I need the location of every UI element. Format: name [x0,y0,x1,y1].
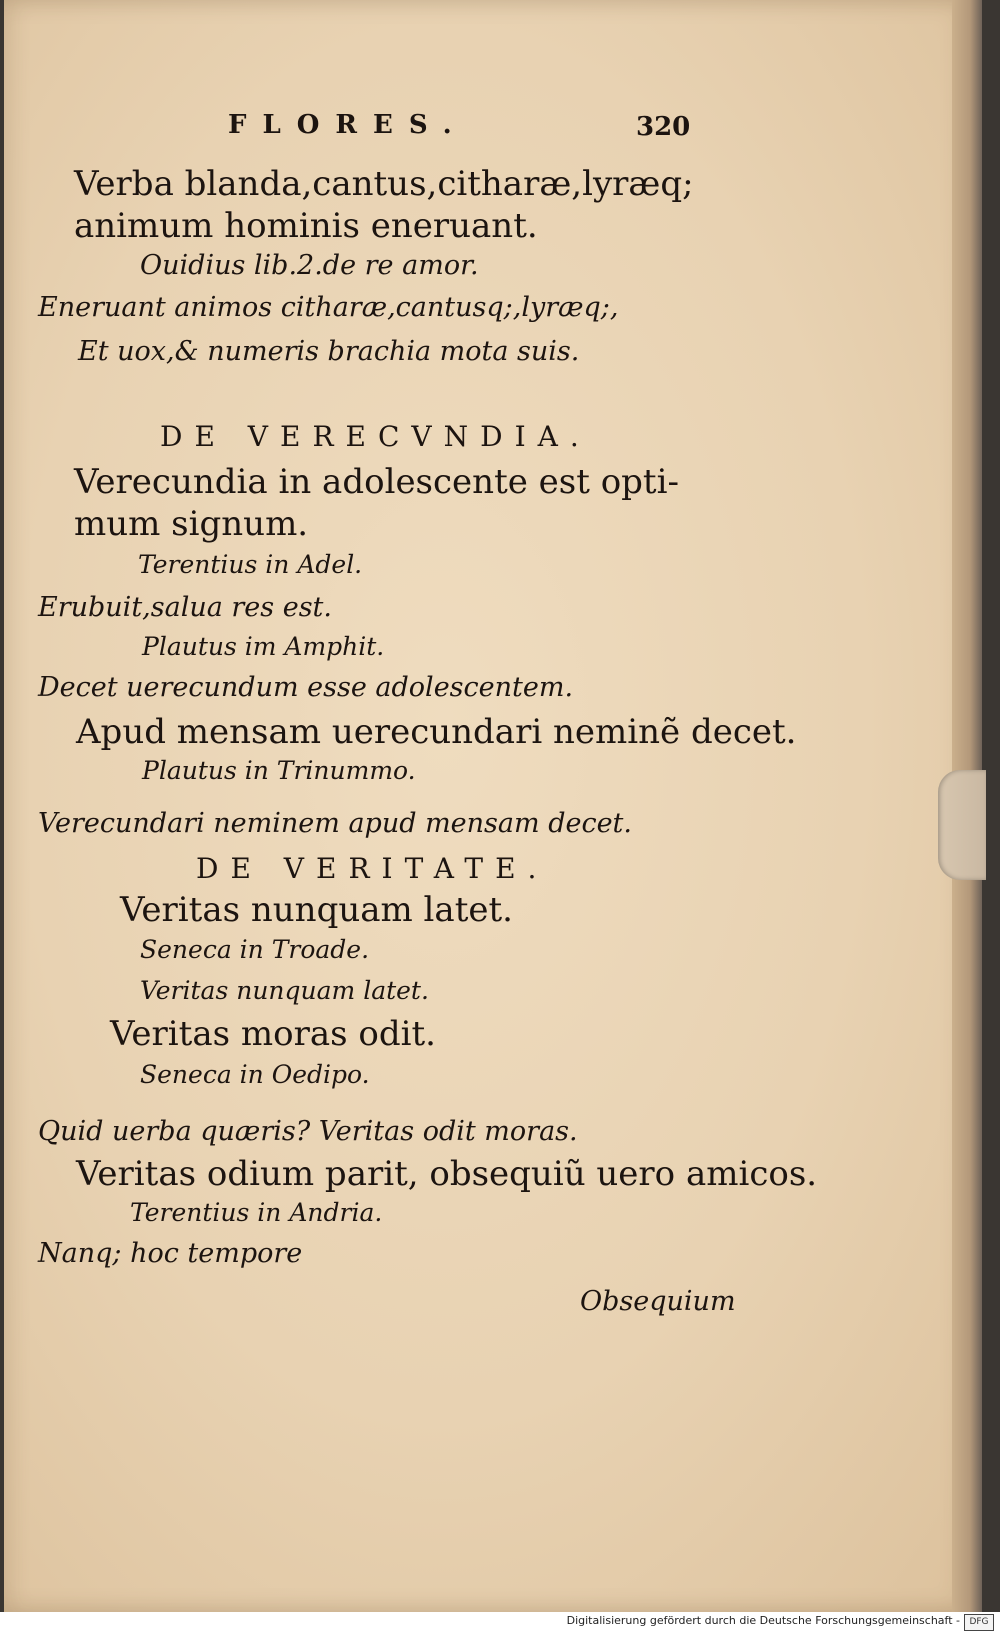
text-line: Verecundari neminem apud mensam decet. [38,808,632,839]
footer-bar [0,1612,1000,1632]
text-line: Veritas moras odit. [110,1014,436,1054]
text-line: Apud mensam uerecundari neminẽ decet. [76,712,797,752]
text-line: Decet uerecundum esse adolescentem. [38,672,574,703]
running-title: FLORES. [228,110,468,140]
text-line: Quid uerba quæris? Veritas odit moras. [38,1116,578,1147]
footer-credit: Digitalisierung gefördert durch die Deutsche Forschungsgemeinschaft - [566,1614,960,1627]
text-line: Eneruant animos citharæ,cantusq;,lyræq;, [38,292,619,323]
citation: Ouidius lib.2.de re amor. [140,250,479,281]
text-line: Veritas nunquam latet. [140,976,429,1005]
page-tab [938,770,986,880]
text-line: Et uox,& numeris brachia mota suis. [78,336,580,367]
text-line: Erubuit,salua res est. [38,592,332,623]
text-line: Nanq; hoc tempore [38,1238,303,1269]
section-heading: DE VERECVNDIA. [160,420,591,453]
citation: Terentius in Andria. [130,1198,383,1227]
text-line: mum signum. [74,504,309,544]
text-line: Veritas odium parit, obsequiũ uero amicos. [76,1154,818,1194]
section-heading: DE VERITATE. [196,852,549,885]
citation: Seneca in Oedipo. [140,1060,370,1089]
text-line: Verba blanda,cantus,citharæ,lyræq; [74,164,694,204]
text-line: animum hominis eneruant. [74,206,538,246]
text-line: Verecundia in adolescente est opti- [74,462,679,502]
citation: Plautus in Trinummo. [142,756,416,785]
citation: Plautus im Amphit. [142,632,385,661]
page-number: 320 [636,112,691,142]
citation: Seneca in Troade. [140,935,370,964]
catchword: Obsequium [580,1286,736,1317]
text-line: Veritas nunquam latet. [120,890,513,930]
dfg-logo-icon: DFG [964,1614,994,1631]
citation: Terentius in Adel. [138,550,363,579]
